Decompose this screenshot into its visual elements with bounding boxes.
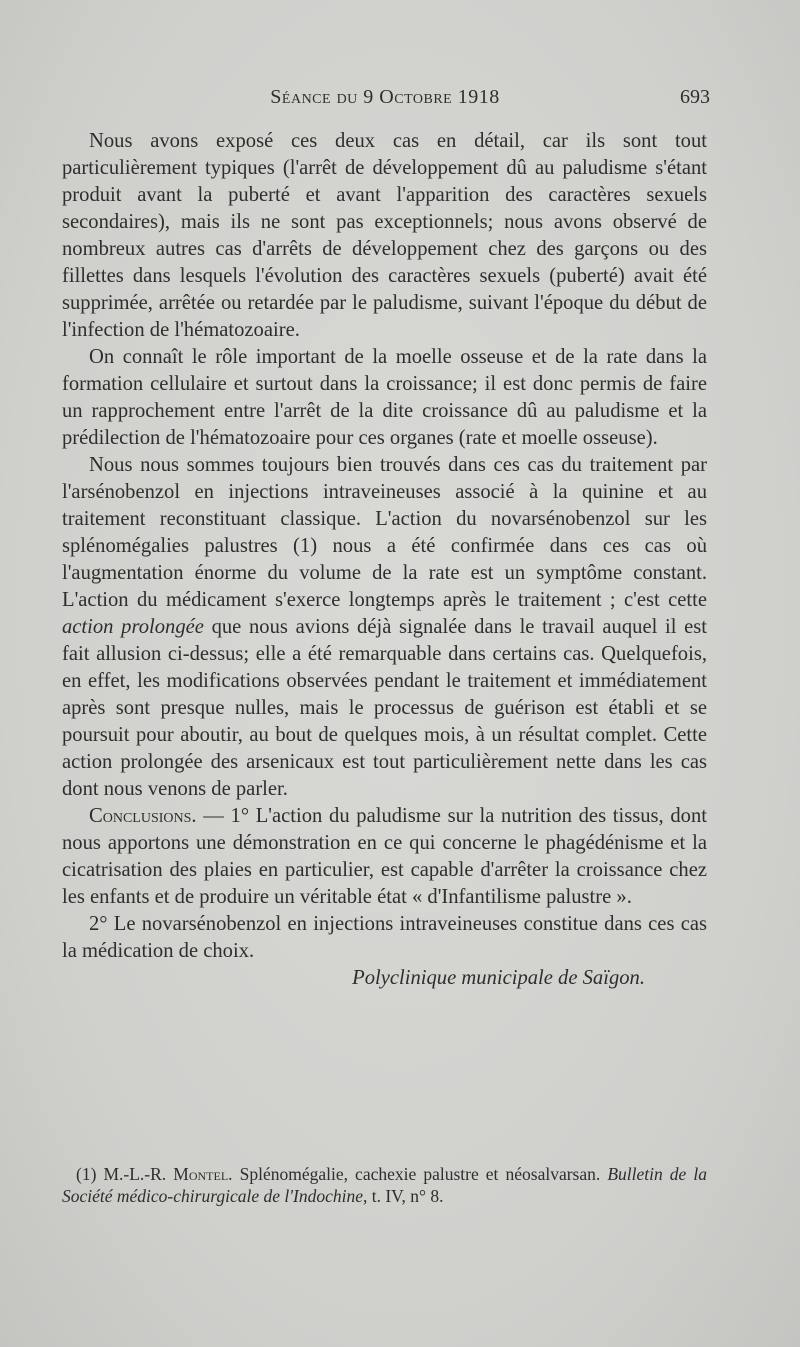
footnote-marker: (1) M.-L.-R.: [76, 1164, 174, 1184]
page-number: 693: [680, 86, 710, 108]
paragraph-5: 2° Le novarsénobenzol en injections intraveineuses constitue dans ces cas la médication de choix.: [62, 913, 707, 962]
footnote-author: Montel: [173, 1164, 229, 1184]
header-title: Séance du 9 Octobre 1918: [270, 86, 500, 108]
paragraph-1: Nous avons exposé ces deux cas en détail, car ils sont tout particulièrement typiques (l'arrêt de développement dû au paludisme s'étant produit avant la puberté et avant l'apparition des caractères sexuels secondaires), mais ils ne sont pas exceptionnels; nous avons observé de nombreux autres cas d'arrêts de développement chez des garçons ou des fillettes dans lesquels l'évolution des caractères sexuels (puberté) avait été supprimée, arrêtée ou retardée par le paludisme, suivant l'époque du début de l'infection de l'hématozoaire.: [62, 130, 707, 341]
body-text: [62, 128, 707, 992]
footnote-1: [62, 1163, 707, 1207]
conclusions-text: — 1° L'action du paludisme sur la nutrition des tissus, dont nous apportons une démonstration en ce qui concerne le phagédénisme et la cicatrisation des plaies en particulier, est capable d'arrêter la croissance chez les enfants et de produire un véritable état « d'Infantilisme palustre ».: [62, 805, 707, 908]
paragraph-3-emphasis: action prolongée: [62, 616, 204, 638]
paragraph-3-start: Nous nous sommes toujours bien trouvés dans ces cas du traitement par l'arsénobenzol en injections intraveineuses associé à la quinine et au traitement reconstituant classique. L'action du novarsénobenzol sur les splénomégalies palustres (1) nous a été confirmée dans ces cas où l'augmentation énorme du volume de la rate est un symptôme constant. L'action du médicament s'exerce longtemps après le traitement ; c'est cette: [62, 454, 707, 611]
paragraph-2: On connaît le rôle important de la moelle osseuse et de la rate dans la formation cellulaire et surtout dans la croissance; il est donc permis de faire un rapprochement entre l'arrêt de la dite croissance dû au paludisme et la prédilection de l'hématozoaire pour ces organes (rate et moelle osseuse).: [62, 346, 707, 449]
paragraph-3: [62, 452, 707, 803]
conclusions-label: Conclusions.: [89, 805, 197, 827]
footnote-title: . Splénomégalie, cachexie palustre et néosalvarsan.: [228, 1164, 601, 1184]
signature: Polyclinique municipale de Saïgon.: [352, 967, 645, 989]
paragraph-conclusions: [62, 803, 707, 911]
footnote-volume: , t. IV, n° 8.: [362, 1186, 444, 1206]
running-header: [60, 86, 710, 112]
paragraph-3-end: que nous avions déjà signalée dans le travail auquel il est fait allusion ci-dessus; elle a été remarquable dans certains cas. Quelquefois, en effet, les modifications observées pendant le traitement et immédiatement après sont presque nulles, mais le processus de guérison est établi et se poursuit pour aboutir, au bout de quelques mois, à un résultat complet. Cette action prolongée des arsenicaux est tout particulièrement nette dans les cas dont nous venons de parler.: [62, 616, 707, 800]
footnote: [62, 1163, 707, 1207]
footnote-journal: Bulletin de la Société médico-chirurgicale de l'Indochine: [62, 1164, 708, 1206]
